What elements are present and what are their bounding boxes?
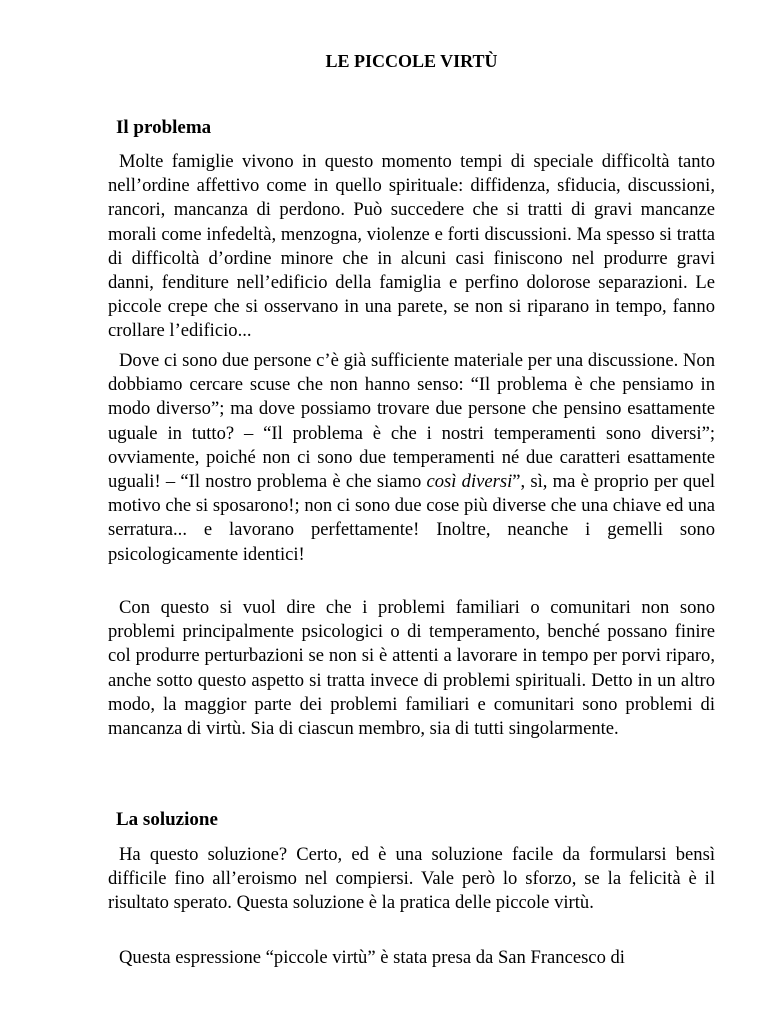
paragraph: Molte famiglie vivono in questo momento tempi di speciale difficoltà tanto nell’ordine affettivo come in quello spirituale: diffidenza, sfiducia, discussioni, rancori, mancanza di perdono. Può succedere che si tratti di gravi mancanze morali come infedeltà, menzogna, violenze e forti discussioni. Ma spesso si tratta di difficoltà d’ordine minore che in alcuni casi finiscono nel produrre gravi danni, fenditure nell’edificio della famiglia e perfino dolorose separazioni. Le piccole crepe che si osservano in una parete, se non si riparano in tempo, fanno crollare l’edificio... bbox=[108, 151, 715, 342]
paragraph-text: Dove ci sono due persone c’è già sufficiente materiale per una discussione. Non dobbiamo cercare scuse che non hanno senso: “Il problema è che pensiamo in modo diverso”; ma dove possiamo trovare due persone che pensino esattamente uguale in tutto? – “Il problema è che i nostri temperamenti sono diversi”; ovviamente, poiché non ci sono due temperamenti né due caratteri esattamente uguali! – “Il nostro problema è che siamo bbox=[108, 350, 715, 493]
paragraph: Ha questo soluzione? Certo, ed è una soluzione facile da formularsi bensì difficile fino all’eroismo nel compiersi. Vale però lo sforzo, se la felicità è il risultato sperato. Questa soluzione è la pratica delle piccole virtù. bbox=[108, 844, 715, 914]
paragraph: Questa espressione “piccole virtù” è stata presa da San Francesco di bbox=[119, 947, 625, 968]
section-heading-solution: La soluzione bbox=[116, 809, 218, 830]
paragraph bbox=[108, 349, 715, 567]
paragraph: Con questo si vuol dire che i problemi familiari o comunitari non sono problemi principalmente psicologici o di temperamento, benché possano finire col produrre perturbazioni se non si è attenti a lavorare in tempo per porvi riparo, anche sotto questo aspetto si tratta invece di problemi spirituali. Detto in un altro modo, la maggior parte dei problemi familiari e comunitari sono problemi di mancanza di virtù. Sia di ciascun membro, sia di tutti singolarmente. bbox=[108, 597, 715, 740]
paragraph-text: ”, sì, ma è proprio per quel motivo che si sposarono!; non ci sono due cose più diverse che una chiave ed una serratura... e lavorano perfettamente! Inoltre, neanche i gemelli sono psicologicamente identici! bbox=[108, 471, 715, 565]
section-heading-problem: Il problema bbox=[116, 117, 212, 138]
document-title: LE PICCOLE VIRTÙ bbox=[325, 51, 498, 71]
paragraph-italic-text: così diversi bbox=[426, 471, 513, 493]
